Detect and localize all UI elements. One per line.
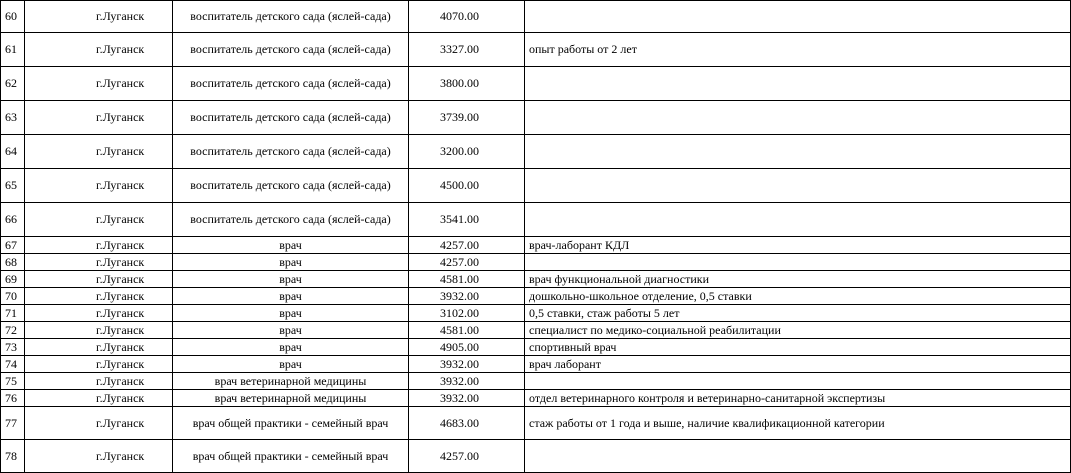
row-number: 77	[1, 407, 25, 440]
table-row	[1, 135, 1071, 169]
note-cell: врач лаборант	[525, 356, 1071, 373]
row-number: 75	[1, 373, 25, 390]
row-number: 65	[1, 169, 25, 203]
table-row	[1, 322, 1071, 339]
note-cell: отдел ветеринарного контроля и ветеринарно-санитарной экспертизы	[525, 390, 1071, 407]
job-title-cell: воспитатель детского сада (яслей-сада)	[173, 101, 409, 135]
row-number: 72	[1, 322, 25, 339]
city-cell: г.Луганск	[25, 407, 173, 440]
table-row	[1, 288, 1071, 305]
table-row	[1, 271, 1071, 288]
city-cell: г.Луганск	[25, 135, 173, 169]
note-cell: спортивный врач	[525, 339, 1071, 356]
city-cell: г.Луганск	[25, 254, 173, 271]
job-title-cell: врач	[173, 254, 409, 271]
job-title-cell: воспитатель детского сада (яслей-сада)	[173, 33, 409, 67]
table-row	[1, 373, 1071, 390]
salary-cell: 3932.00	[409, 390, 525, 407]
row-number: 73	[1, 339, 25, 356]
table-row	[1, 33, 1071, 67]
city-cell: г.Луганск	[25, 390, 173, 407]
salary-cell: 4070.00	[409, 1, 525, 33]
salary-cell: 4581.00	[409, 322, 525, 339]
table-row	[1, 356, 1071, 373]
job-title-cell: врач	[173, 356, 409, 373]
job-title-cell: врач ветеринарной медицины	[173, 373, 409, 390]
salary-cell: 4683.00	[409, 407, 525, 440]
note-cell: специалист по медико-социальной реабилитации	[525, 322, 1071, 339]
table-row	[1, 1, 1071, 33]
note-cell: дошкольно-школьное отделение, 0,5 ставки	[525, 288, 1071, 305]
job-title-cell: врач	[173, 305, 409, 322]
table-row	[1, 339, 1071, 356]
city-cell: г.Луганск	[25, 373, 173, 390]
note-cell	[525, 1, 1071, 33]
note-cell: врач-лаборант КДЛ	[525, 237, 1071, 254]
row-number: 76	[1, 390, 25, 407]
job-title-cell: воспитатель детского сада (яслей-сада)	[173, 169, 409, 203]
note-cell	[525, 169, 1071, 203]
salary-cell: 3932.00	[409, 356, 525, 373]
row-number: 64	[1, 135, 25, 169]
note-cell	[525, 67, 1071, 101]
note-cell: опыт работы от 2 лет	[525, 33, 1071, 67]
table-row	[1, 305, 1071, 322]
salary-cell: 3800.00	[409, 67, 525, 101]
row-number: 66	[1, 203, 25, 237]
table-row	[1, 203, 1071, 237]
salary-cell: 4500.00	[409, 169, 525, 203]
salary-cell: 4257.00	[409, 254, 525, 271]
city-cell: г.Луганск	[25, 203, 173, 237]
row-number: 74	[1, 356, 25, 373]
salary-cell: 3739.00	[409, 101, 525, 135]
job-title-cell: воспитатель детского сада (яслей-сада)	[173, 203, 409, 237]
row-number: 70	[1, 288, 25, 305]
job-title-cell: врач ветеринарной медицины	[173, 390, 409, 407]
city-cell: г.Луганск	[25, 169, 173, 203]
row-number: 68	[1, 254, 25, 271]
job-title-cell: воспитатель детского сада (яслей-сада)	[173, 1, 409, 33]
row-number: 61	[1, 33, 25, 67]
note-cell	[525, 203, 1071, 237]
city-cell: г.Луганск	[25, 305, 173, 322]
city-cell: г.Луганск	[25, 33, 173, 67]
table-row	[1, 101, 1071, 135]
table-row	[1, 407, 1071, 440]
job-title-cell: врач	[173, 288, 409, 305]
city-cell: г.Луганск	[25, 1, 173, 33]
city-cell: г.Луганск	[25, 322, 173, 339]
salary-cell: 3932.00	[409, 373, 525, 390]
note-cell	[525, 135, 1071, 169]
table-row	[1, 440, 1071, 473]
table-row	[1, 67, 1071, 101]
job-title-cell: врач	[173, 271, 409, 288]
note-cell: врач функциональной диагностики	[525, 271, 1071, 288]
row-number: 67	[1, 237, 25, 254]
job-title-cell: врач	[173, 237, 409, 254]
table-row	[1, 390, 1071, 407]
city-cell: г.Луганск	[25, 237, 173, 254]
salary-cell: 4257.00	[409, 237, 525, 254]
city-cell: г.Луганск	[25, 67, 173, 101]
row-number: 62	[1, 67, 25, 101]
table-row	[1, 169, 1071, 203]
row-number: 71	[1, 305, 25, 322]
note-cell	[525, 101, 1071, 135]
city-cell: г.Луганск	[25, 356, 173, 373]
salary-cell: 3327.00	[409, 33, 525, 67]
salary-cell: 3541.00	[409, 203, 525, 237]
row-number: 78	[1, 440, 25, 473]
row-number: 60	[1, 1, 25, 33]
note-cell	[525, 373, 1071, 390]
job-title-cell: врач общей практики - семейный врач	[173, 407, 409, 440]
salary-cell: 3102.00	[409, 305, 525, 322]
salary-cell: 4257.00	[409, 440, 525, 473]
table-row	[1, 254, 1071, 271]
note-cell: 0,5 ставки, стаж работы 5 лет	[525, 305, 1071, 322]
city-cell: г.Луганск	[25, 339, 173, 356]
row-number: 63	[1, 101, 25, 135]
city-cell: г.Луганск	[25, 440, 173, 473]
city-cell: г.Луганск	[25, 288, 173, 305]
note-cell: стаж работы от 1 года и выше, наличие квалификационной категории	[525, 407, 1071, 440]
salary-cell: 3932.00	[409, 288, 525, 305]
row-number: 69	[1, 271, 25, 288]
city-cell: г.Луганск	[25, 271, 173, 288]
job-title-cell: врач	[173, 322, 409, 339]
job-title-cell: врач	[173, 339, 409, 356]
salary-cell: 3200.00	[409, 135, 525, 169]
note-cell	[525, 254, 1071, 271]
city-cell: г.Луганск	[25, 101, 173, 135]
job-title-cell: врач общей практики - семейный врач	[173, 440, 409, 473]
salary-cell: 4905.00	[409, 339, 525, 356]
note-cell	[525, 440, 1071, 473]
table-row	[1, 237, 1071, 254]
job-title-cell: воспитатель детского сада (яслей-сада)	[173, 135, 409, 169]
job-title-cell: воспитатель детского сада (яслей-сада)	[173, 67, 409, 101]
salary-cell: 4581.00	[409, 271, 525, 288]
